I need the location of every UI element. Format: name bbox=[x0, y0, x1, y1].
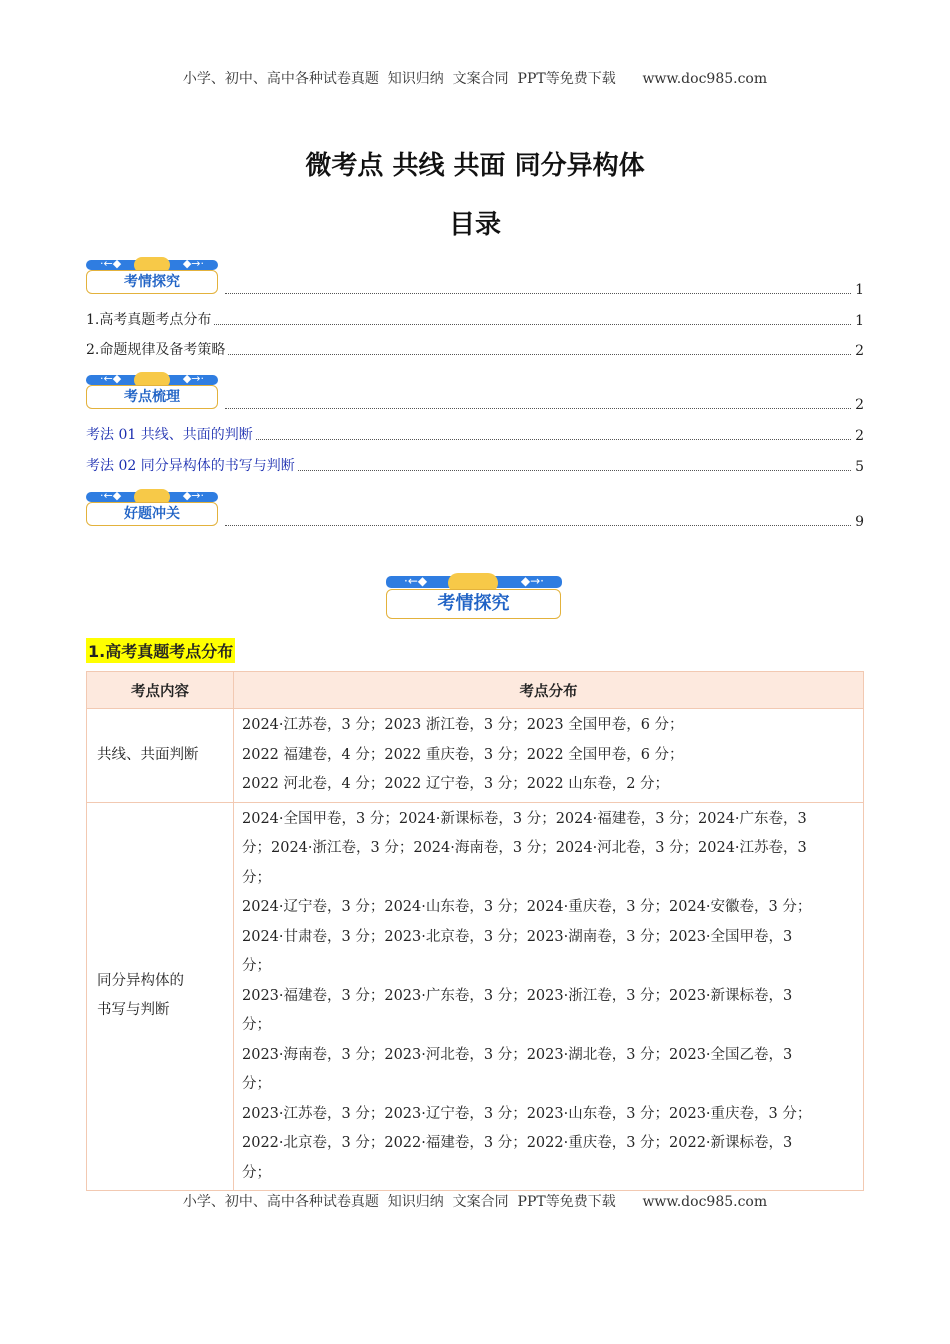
badge-label: 好题冲关 bbox=[86, 502, 218, 526]
toc-entry[interactable] bbox=[86, 426, 864, 444]
distribution-line: 2022·北京卷，3 分；2022·福建卷，3 分；2022·重庆卷，3 分；2022·新课标卷，3 bbox=[242, 1135, 793, 1151]
toc-label: 考法 01 共线、共面的判断 bbox=[86, 427, 253, 443]
column-header: 考点分布 bbox=[234, 672, 864, 709]
table-row bbox=[87, 709, 864, 803]
distribution-line: 分；2024·浙江卷，3 分；2024·海南卷，3 分；2024·河北卷，3 分；2024·江苏卷，3 bbox=[242, 840, 807, 856]
table-header-row bbox=[87, 672, 864, 709]
distribution-line: 分； bbox=[242, 1076, 271, 1092]
toc-leader bbox=[256, 438, 851, 440]
toc-leader bbox=[225, 292, 851, 294]
category-cell bbox=[87, 802, 234, 1191]
toc-label: 1.高考真题考点分布 bbox=[86, 312, 212, 328]
ornament-icon: ·←◆ bbox=[100, 257, 122, 270]
category-line: 书写与判断 bbox=[97, 1002, 170, 1019]
exam-distribution-table bbox=[86, 671, 864, 1191]
toc-leader bbox=[298, 469, 851, 471]
distribution-line: 2024·甘肃卷，3 分；2023·北京卷，3 分；2023·湖南卷，3 分；2023·全国甲卷，3 bbox=[242, 928, 793, 945]
category-line: 同分异构体的 bbox=[97, 973, 184, 990]
toc-leader bbox=[225, 524, 851, 526]
section-heading: 1.高考真题考点分布 bbox=[86, 638, 235, 663]
distribution-line: 2023·江苏卷，3 分；2023·辽宁卷，3 分；2023·山东卷，3 分；2023·重庆卷，3 分； bbox=[242, 1105, 812, 1122]
toc-entry[interactable] bbox=[86, 457, 864, 475]
toc-leader bbox=[214, 323, 851, 325]
distribution-cell bbox=[234, 802, 864, 1191]
ornament-icon: ◆→· bbox=[182, 372, 204, 385]
toc-label: 2.命题规律及备考策略 bbox=[86, 342, 226, 358]
distribution-line: 2022 河北卷，4 分；2022 辽宁卷，3 分；2022 山东卷，2 分； bbox=[242, 776, 670, 792]
ornament-icon: ·←◆ bbox=[100, 489, 122, 502]
toc-page: 9 bbox=[855, 514, 864, 530]
ornament-icon: ◆→· bbox=[182, 489, 204, 502]
document-title: 微考点 共线 共面 同分异构体 bbox=[305, 151, 645, 181]
toc-leader bbox=[225, 407, 851, 409]
badge-kaodian-toc bbox=[86, 372, 218, 410]
toc-leader bbox=[228, 353, 851, 355]
distribution-line: 2024·辽宁卷，3 分；2024·山东卷，3 分；2024·重庆卷，3 分；2024·安徽卷，3 分； bbox=[242, 899, 812, 915]
toc-page: 1 bbox=[855, 282, 864, 298]
ornament-icon: ◆→· bbox=[520, 574, 544, 588]
column-header: 考点内容 bbox=[87, 672, 234, 709]
distribution-cell bbox=[234, 709, 864, 803]
distribution-line: 分； bbox=[242, 1164, 271, 1181]
toc-entry-kaoqing[interactable] bbox=[222, 280, 864, 298]
distribution-line: 2022 福建卷，4 分；2022 重庆卷，3 分；2022 全国甲卷，6 分； bbox=[242, 746, 684, 763]
table-row bbox=[87, 802, 864, 1191]
toc-entry-haoti[interactable] bbox=[222, 512, 864, 530]
distribution-line: 2023·福建卷，3 分；2023·广东卷，3 分；2023·浙江卷，3 分；2023·新课标卷，3 bbox=[242, 987, 793, 1004]
toc-page: 2 bbox=[855, 397, 864, 413]
distribution-line: 分； bbox=[242, 1017, 271, 1033]
badge-kaoqing-section bbox=[386, 573, 562, 621]
page-header: 小学、初中、高中各种试卷真题 知识归纳 文案合同 PPT等免费下载 www.doc985.com bbox=[182, 71, 768, 87]
distribution-line: 分； bbox=[242, 869, 271, 886]
toc-label: 考法 02 同分异构体的书写与判断 bbox=[86, 458, 295, 474]
ornament-icon: ◆→· bbox=[182, 257, 204, 270]
page-footer: 小学、初中、高中各种试卷真题 知识归纳 文案合同 PPT等免费下载 www.doc985.com bbox=[182, 1194, 768, 1210]
badge-label: 考情探究 bbox=[386, 589, 561, 619]
category-cell: 共线、共面判断 bbox=[87, 709, 234, 803]
distribution-line: 2024·全国甲卷，3 分；2024·新课标卷，3 分；2024·福建卷，3 分；2024·广东卷，3 bbox=[242, 810, 807, 827]
toc-page: 2 bbox=[855, 428, 864, 444]
distribution-line: 2023·海南卷，3 分；2023·河北卷，3 分；2023·湖北卷，3 分；2023·全国乙卷，3 bbox=[242, 1046, 793, 1063]
toc-title: 目录 bbox=[448, 210, 501, 240]
toc-page: 1 bbox=[855, 313, 864, 329]
badge-haoti-toc bbox=[86, 489, 218, 527]
badge-label: 考点梳理 bbox=[86, 385, 218, 409]
ornament-icon: ·←◆ bbox=[100, 372, 122, 385]
toc-entry[interactable] bbox=[86, 311, 864, 329]
distribution-line: 分； bbox=[242, 958, 271, 974]
ornament-icon: ·←◆ bbox=[404, 574, 428, 588]
distribution-line: 2024·江苏卷，3 分；2023 浙江卷，3 分；2023 全国甲卷，6 分； bbox=[242, 717, 684, 733]
toc-entry-kaodian[interactable] bbox=[222, 395, 864, 413]
toc-page: 5 bbox=[855, 459, 864, 475]
toc-entry[interactable] bbox=[86, 341, 864, 359]
badge-label: 考情探究 bbox=[86, 270, 218, 294]
badge-kaoqing-toc bbox=[86, 257, 218, 295]
toc-page: 2 bbox=[855, 343, 864, 359]
